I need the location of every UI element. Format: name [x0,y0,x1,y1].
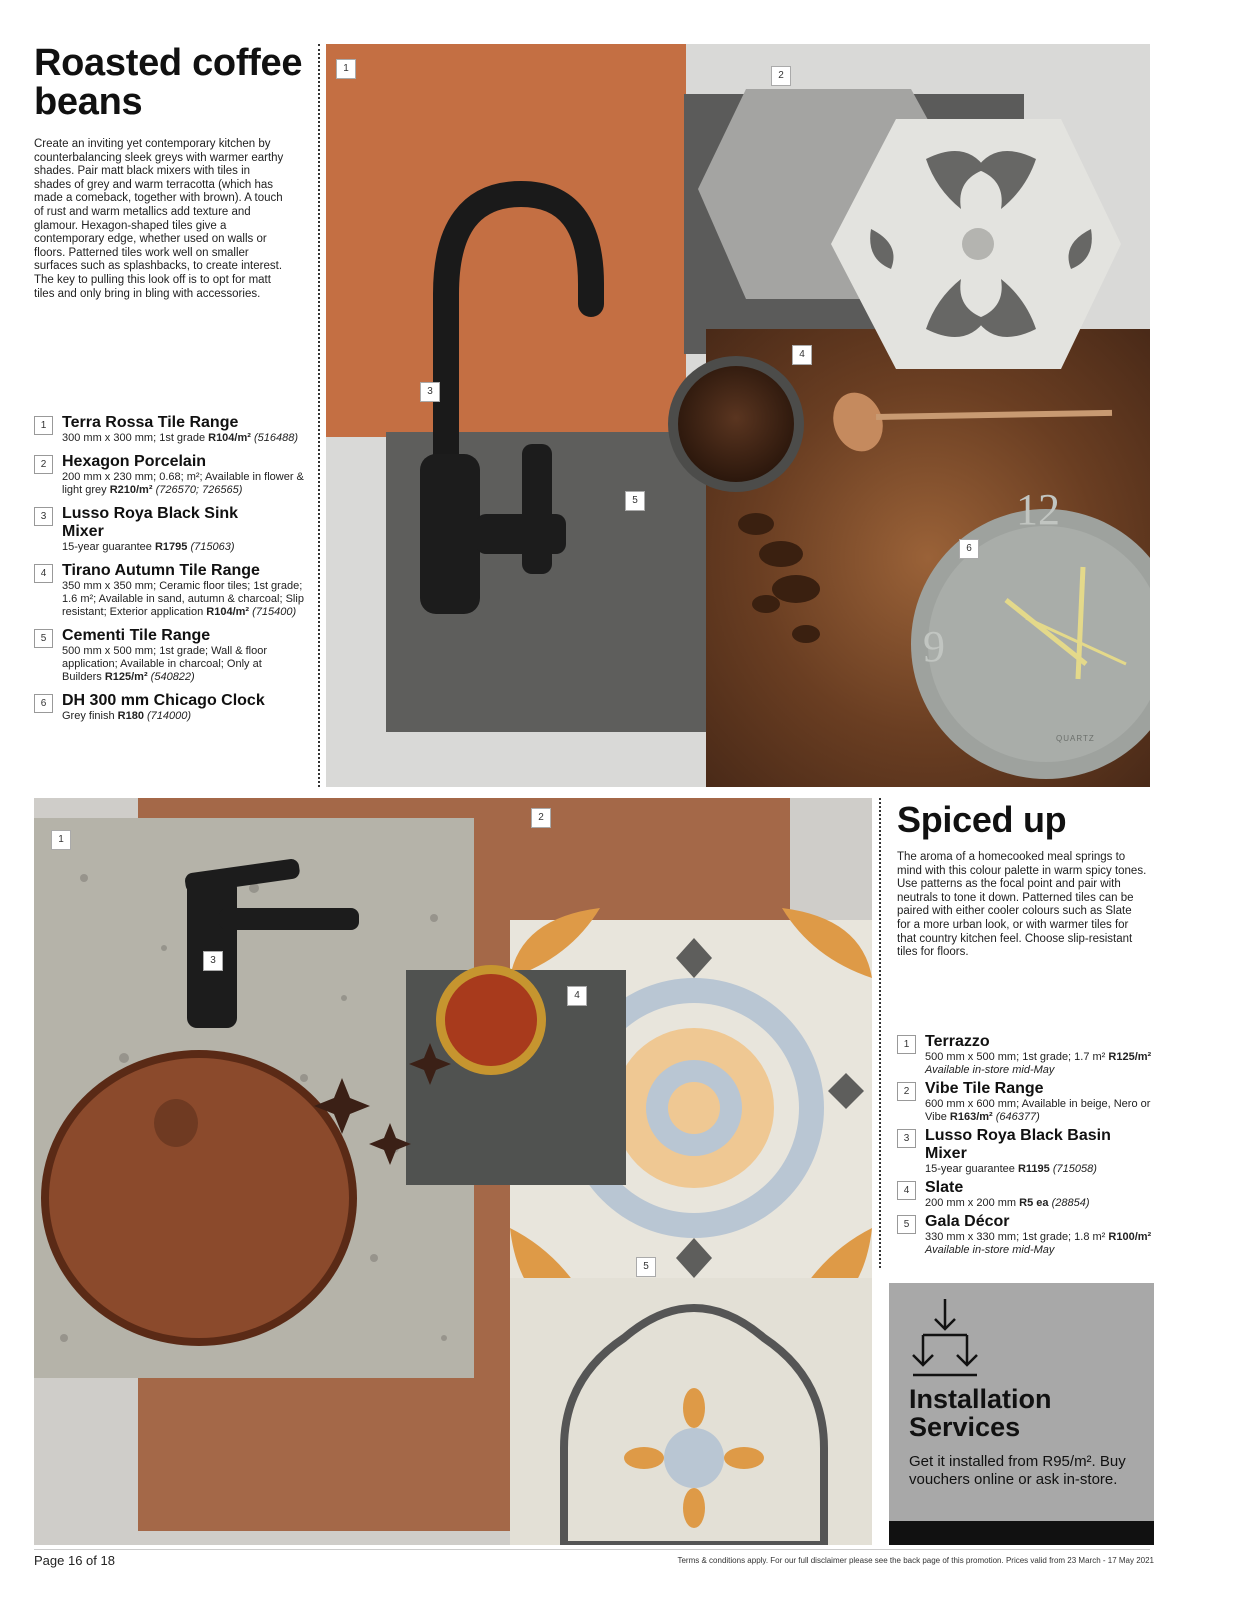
product-name: Terra Rossa Tile Range [62,414,239,431]
product-number: 1 [897,1035,916,1054]
terracotta-tile [326,44,686,437]
product-item [34,414,304,445]
product-number: 1 [34,416,53,435]
product-detail: 300 mm x 300 mm; 1st grade R104/m² (516488) [62,432,299,444]
section2-intro: The aroma of a homecooked meal springs to mind with this colour palette in warm spicy tones. Use patterns as the focal point and pair with neutrals to tone it down. Patterned tiles can be paired with either cooler colours such as Slate for a more urban look, or with warmer tiles for that country kitchen feel. Choose slip-resistant tiles for floors. [897,851,1147,959]
download-arrows-icon [909,1295,981,1383]
clock-numeral-9: 9 [923,622,945,671]
product-detail: Grey finish R180 (714000) [62,710,192,722]
installation-title: Installation Services [909,1384,1052,1442]
product-name: Cementi Tile Range [62,627,211,644]
product-item [34,562,304,619]
moodboard-illustration [34,798,872,1545]
product-number: 3 [897,1129,916,1148]
photo-tag-1: 1 [336,59,356,79]
product-detail: 200 mm x 200 mm R5 ea (28854) [925,1197,1090,1209]
product-name: Vibe Tile Range [925,1080,1044,1097]
product-detail: 350 mm x 350 mm; Ceramic floor tiles; 1st grade; 1.6 m²; Available in sand, autumn & charcoal; Slip resistant; Exterior application R104/m² (715400) [62,580,304,618]
product-name: Terrazzo [925,1033,990,1050]
section2-product-list [897,1033,1157,1260]
section2-title: Spiced up [897,799,1067,840]
photo-tag-2: 2 [531,808,551,828]
product-number: 5 [34,629,53,648]
product-detail: 200 mm x 230 mm; 0.68; m²; Available in flower & light grey R210/m² (726570; 726565) [62,471,304,496]
copper-basin [49,1058,349,1338]
paprika-bowl [445,974,537,1066]
product-number: 2 [897,1082,916,1101]
installation-services-panel [889,1283,1154,1538]
product-number: 2 [34,455,53,474]
product-name: Lusso Roya Black Sink Mixer [62,505,239,540]
product-name: Slate [925,1179,964,1196]
photo-tag-3: 3 [203,951,223,971]
product-item [897,1179,1157,1210]
product-item [34,627,304,684]
product-number: 6 [34,694,53,713]
section1-intro: Create an inviting yet contemporary kitchen by counterbalancing sleek greys with warmer earthy shades. Pair matt black mixers with tiles in shades of grey and warm terracotta (which has made a comeback, together with brown). A touch of rust and warm metallics add texture and glamour. Hexagon-shaped tiles give a contemporary edge, whether used on walls or floors. Patterned tiles work well on smaller surfaces such as splashbacks, to create interest. The key to pulling this look off is to opt for matt tiles and only bring in bling with accessories. [34,138,284,300]
photo-tag-5: 5 [625,491,645,511]
photo-tag-6: 6 [959,539,979,559]
footer-terms: Terms & conditions apply. For our full disclaimer please see the back page of this promotion. Prices valid from 23 March - 17 May 2021 [677,1556,1154,1565]
product-name: Gala Décor [925,1213,1010,1230]
product-detail: 15-year guarantee R1195 (715058) [925,1163,1097,1175]
product-item [34,453,304,497]
product-detail: 500 mm x 500 mm; 1st grade; Wall & floor application; Available in charcoal; Only at Builders R125/m² (540822) [62,645,267,683]
product-number: 5 [897,1215,916,1234]
product-detail: 500 mm x 500 mm; 1st grade; 1.7 m² R125/m² Available in-store mid-May [925,1051,1152,1076]
page-number: Page 16 of 18 [34,1553,115,1568]
product-item [897,1033,1157,1077]
product-detail: 600 mm x 600 mm; Available in beige, Nero or Vibe R163/m² (646377) [925,1098,1151,1123]
photo-tag-3: 3 [420,382,440,402]
moodboard-photo-coffee [326,44,1150,787]
photo-tag-4: 4 [792,345,812,365]
photo-tag-5: 5 [636,1257,656,1277]
coffee-beans [678,366,794,482]
photo-tag-2: 2 [771,66,791,86]
product-item [897,1213,1157,1257]
product-item [34,692,304,723]
section1-product-list [34,414,304,731]
section1-title: Roasted coffee beans [34,42,303,123]
installation-text: Get it installed from R95/m². Buy vouchers online or ask in-store. [909,1453,1126,1488]
product-number: 3 [34,507,53,526]
section1-text [34,44,304,301]
product-number: 4 [34,564,53,583]
product-name: Hexagon Porcelain [62,453,207,470]
product-item [34,505,304,554]
clock-brand-label: QUARTZ [1056,734,1095,743]
product-detail: 15-year guarantee R1795 (715063) [62,541,235,553]
moodboard-photo-spiced [34,798,872,1545]
installation-bar [889,1521,1154,1545]
footer-divider [34,1549,1150,1550]
product-name: Lusso Roya Black Basin Mixer [925,1127,1111,1162]
clock-numeral-12: 12 [1016,485,1060,534]
divider-dotted [318,44,320,787]
moodboard-illustration [326,44,1150,787]
product-name: Tirano Autumn Tile Range [62,562,260,579]
divider-dotted [879,798,881,1268]
product-detail: 330 mm x 330 mm; 1st grade; 1.8 m² R100/m² Available in-store mid-May [925,1231,1152,1256]
product-number: 4 [897,1181,916,1200]
photo-tag-1: 1 [51,830,71,850]
photo-tag-4: 4 [567,986,587,1006]
product-item [897,1080,1157,1124]
product-item [897,1127,1157,1176]
product-name: DH 300 mm Chicago Clock [62,692,265,709]
section2-text [897,800,1157,960]
